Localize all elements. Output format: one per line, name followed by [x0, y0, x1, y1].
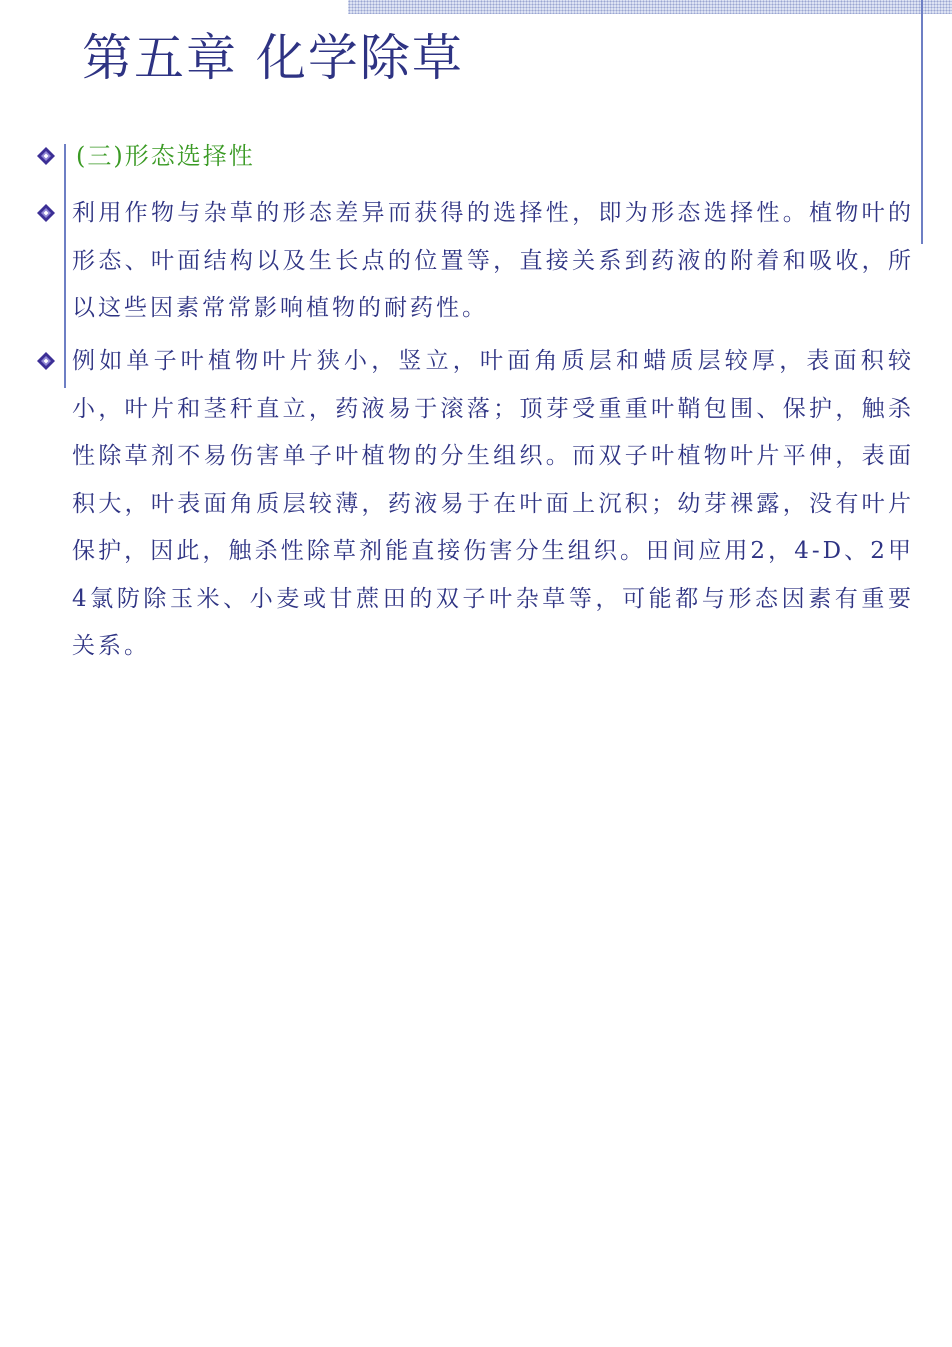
right-vertical-rule: [921, 0, 923, 244]
slide-title: 第五章 化学除草: [82, 29, 464, 87]
section-subheading: (三)形态选择性: [76, 142, 255, 170]
paragraph-example: 例如单子叶植物叶片狭小，竖立，叶面角质层和蜡质层较厚，表面积较小，叶片和茎秆直立，药液易于滚落；顶芽受重重叶鞘包围、保护，触杀性除草剂不易伤害单子叶植物的分生组织。而双子叶植物叶片平伸，表面积大，叶表面角质层较薄，药液易于在叶面上沉积；幼芽裸露，没有叶片保护，因此，触杀性除草剂能直接伤害分生组织。田间应用2，4-D、2甲4氯防除玉米、小麦或甘蔗田的双子叶杂草等，可能都与形态因素有重要关系。: [72, 348, 914, 659]
top-decorative-band: [348, 0, 952, 14]
paragraph-definition: 利用作物与杂草的形态差异而获得的选择性，即为形态选择性。植物叶的形态、叶面结构以及生长点的位置等，直接关系到药液的附着和吸收，所以这些因素常常影响植物的耐药性。: [72, 200, 914, 321]
left-vertical-rule: [64, 144, 66, 388]
